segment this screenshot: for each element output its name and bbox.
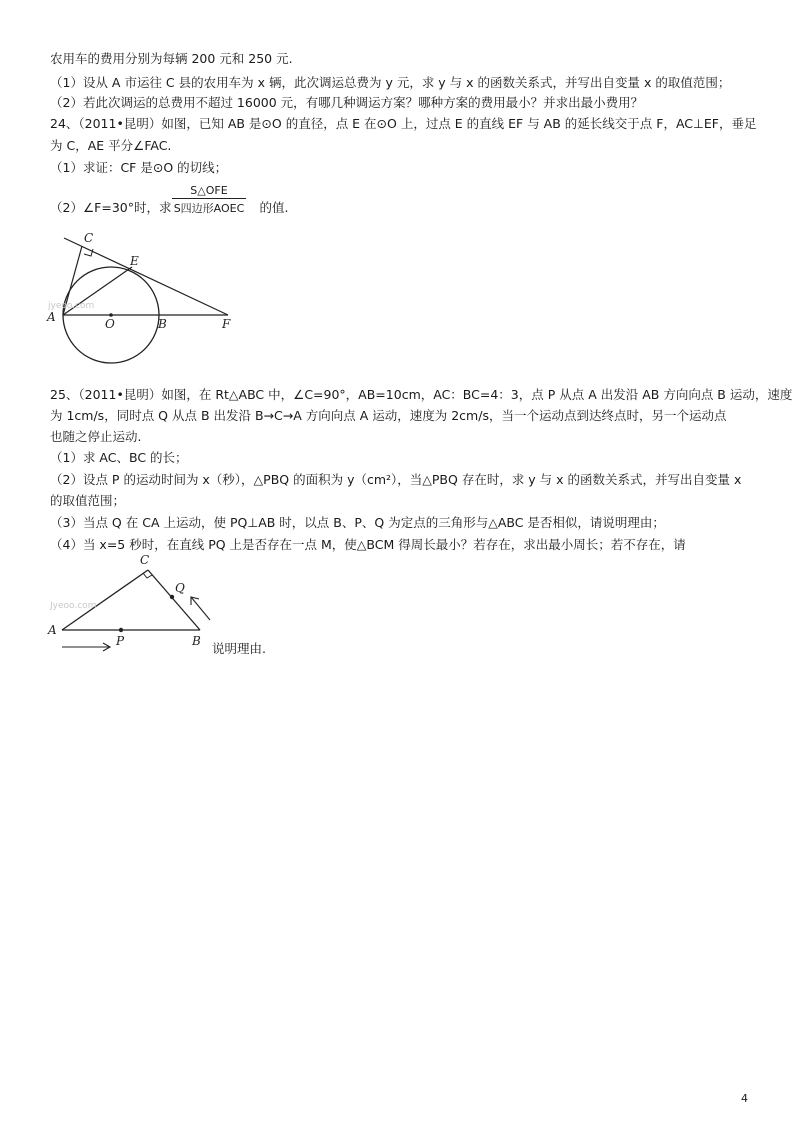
q25-part4-cont: 说明理由. bbox=[212, 641, 266, 656]
point-p bbox=[119, 628, 123, 632]
page-number: 4 bbox=[741, 1092, 748, 1105]
watermark: Jyeoo.com bbox=[50, 601, 97, 611]
text-line-3: （2）若此次调运的总费用不超过 16000 元，有哪几种调运方案？哪种方案的费用最小？并求出最小费用？ bbox=[50, 95, 644, 110]
q25-part4: （4）当 x=5 秒时，在直线 PQ 上是否存在一点 M，使△BCM 得周长最小？若存在，求出最小周长；若不存在，请 bbox=[50, 537, 686, 552]
label-a: A bbox=[47, 310, 56, 324]
point-q bbox=[170, 595, 174, 599]
q25-stem: 25、（2011•昆明）如图，在 Rt△ABC 中，∠C=90°，AB=10cm，AC：BC=4：3，点 P 从点 A 出发沿 AB 方向向点 B 运动，速度 bbox=[50, 387, 793, 402]
q25-part1: （1）求 AC、BC 的长； bbox=[50, 450, 188, 465]
q25-part2-cont: 的取值范围； bbox=[50, 493, 126, 508]
fraction-denominator: S四边形AOEC bbox=[173, 202, 245, 215]
label-b: B bbox=[158, 317, 167, 331]
figure-25-right-triangle bbox=[44, 552, 219, 657]
label-q: Q bbox=[175, 581, 185, 595]
q25-stem-cont-1: 为 1cm/s，同时点 Q 从点 B 出发沿 B→C→A 方向向点 A 运动，速度为 2cm/s，当一个运动点到达终点时，另一个运动点 bbox=[50, 408, 727, 423]
q25-part2: （2）设点 P 的运动时间为 x（秒），△PBQ 的面积为 y（cm²），当△PBQ 存在时，求 y 与 x 的函数关系式，并写出自变量 x bbox=[50, 472, 742, 487]
label-e: E bbox=[130, 254, 139, 268]
q24-part2-suffix: 的值. bbox=[259, 200, 289, 215]
label-c: C bbox=[140, 553, 150, 567]
q25-part3: （3）当点 Q 在 CA 上运动，使 PQ⊥AB 时，以点 B、P、Q 为定点的三角形与△ABC 是否相似，请说明理由； bbox=[50, 515, 665, 530]
area-ratio-fraction bbox=[172, 184, 246, 216]
q24-part1: （1）求证：CF 是⊙O 的切线； bbox=[50, 160, 228, 175]
q24-part2 bbox=[50, 199, 288, 217]
q24-stem-cont: 为 C，AE 平分∠FAC. bbox=[50, 138, 172, 153]
fraction-numerator: S△OFE bbox=[190, 184, 228, 197]
watermark: jyeoo.com bbox=[48, 301, 95, 311]
q25-stem-cont-2: 也随之停止运动. bbox=[50, 429, 142, 444]
label-c: C bbox=[84, 231, 94, 245]
q24-part2-prefix: （2）∠F=30°时，求 bbox=[50, 200, 172, 215]
text-line-1: 农用车的费用分别为每辆 200 元和 250 元. bbox=[50, 51, 293, 66]
label-f: F bbox=[222, 317, 231, 331]
side-ac bbox=[62, 570, 148, 630]
fraction-bar bbox=[172, 198, 246, 199]
label-a: A bbox=[48, 623, 57, 637]
label-p: P bbox=[116, 634, 125, 648]
side-bc bbox=[148, 570, 200, 630]
label-o: O bbox=[105, 317, 115, 331]
text-line-2: （1）设从 A 市运往 C 县的农用车为 x 辆，此次调运总费为 y 元，求 y 与 x 的函数关系式，并写出自变量 x 的取值范围； bbox=[50, 75, 731, 90]
label-b: B bbox=[192, 634, 201, 648]
figure-24-circle-tangent bbox=[44, 228, 244, 368]
q24-stem: 24、（2011•昆明）如图，已知 AB 是⊙O 的直径，点 E 在⊙O 上，过点 E 的直线 EF 与 AB 的延长线交于点 F，AC⊥EF，垂足 bbox=[50, 116, 757, 131]
arrow-q-direction bbox=[191, 597, 210, 620]
